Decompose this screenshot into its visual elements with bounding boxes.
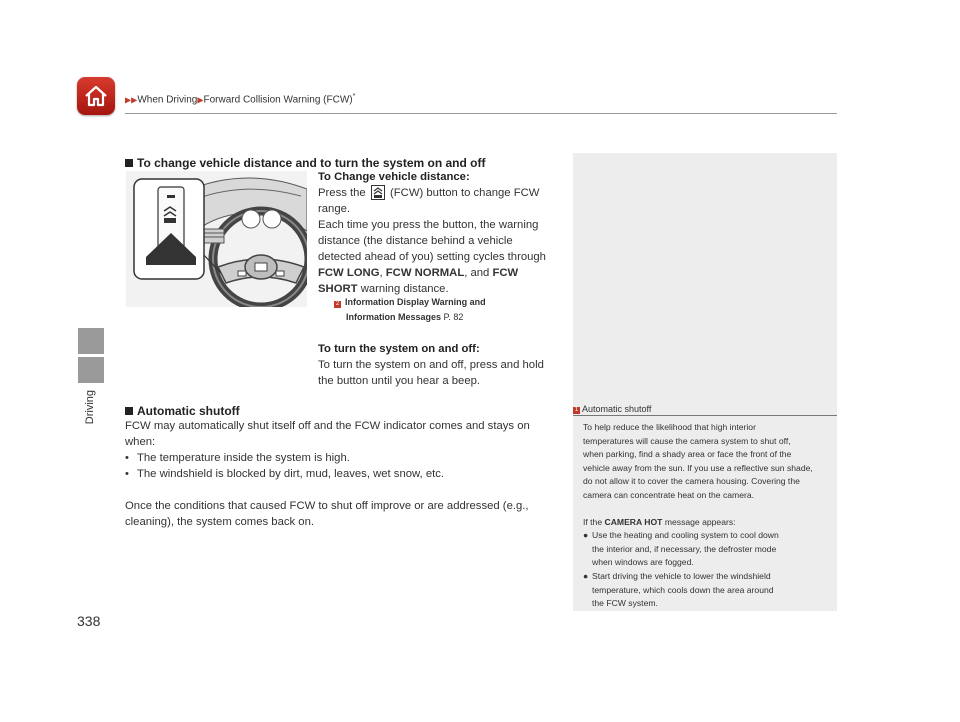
breadcrumb [125, 93, 355, 105]
list-item: ● Use the heating and cooling system to cool down the interior and, if necessary, the defroster mode when windows are fogged. [583, 530, 779, 568]
automatic-shutoff-body: FCW may automatically shut itself off and the FCW indicator comes and stays on when: • The temperature inside the system is high. • The windshield is blocked by dirt, mud, leaves, wet snow, etc. Once the conditions that caused FCW to shut off improve or are addressed (e.g., cleaning), the system comes back on. [125, 418, 565, 530]
option-fcw-short: FCW [492, 267, 519, 279]
change-distance-instructions: Press the (FCW) button to change FCW range. Each time you press the button, the warning distance (the distance behind a vehicle detected ahead of you) setting cycles through FCW LONG, FCW NORMAL, and FCW SHORT warning distance. [318, 187, 546, 295]
square-bullet-icon [125, 159, 133, 167]
steering-wheel-illustration [126, 171, 307, 307]
breadcrumb-superscript: * [352, 93, 356, 100]
subheading-turn-on-off: To turn the system on and off: [318, 343, 480, 355]
list-item: ● Start driving the vehicle to lower the windshield temperature, which cools down the area around the FCW system. [583, 570, 774, 609]
list-item: • The temperature inside the system is high. [125, 452, 350, 464]
square-bullet-icon [125, 407, 133, 415]
note-divider [573, 415, 837, 416]
option-fcw-normal: FCW NORMAL [385, 267, 465, 279]
steering-wheel-image [126, 171, 307, 307]
breadcrumb-arrow-icon: ▶ [197, 95, 204, 105]
turn-on-off-instructions: To turn the system on and off, press and hold the button until you hear a beep. [318, 359, 544, 387]
note-badge-icon: 1 [574, 407, 579, 413]
breadcrumb-item-when-driving[interactable]: When Driving [137, 94, 198, 106]
list-item: • The windshield is blocked by dirt, mud, leaves, wet snow, etc. [125, 468, 445, 480]
camera-hot-message: CAMERA HOT [604, 516, 663, 527]
fcw-button-icon [371, 185, 385, 200]
section-title-change-distance: To change vehicle distance and to turn the system on and off [125, 156, 486, 170]
option-fcw-long: FCW LONG [318, 267, 380, 279]
page-number: 338 [77, 613, 101, 629]
side-tab-block [78, 357, 104, 383]
home-icon [83, 83, 109, 109]
home-button[interactable] [77, 77, 115, 115]
note-title: 1 Automatic shutoff [574, 404, 652, 414]
note-body: To help reduce the likelihood that high interior temperatures will cause the camera system to shut off, when parking, find a shady area or face the front of the vehicle away from the sun. If you use a reflective sun shade, do not allow it to cover the camera housing. Covering the camera can concentrate heat on the camera. If the CAMERA HOT message appears: ● Use the heating and cooling system to cool down the interior and, if necessary, the defroster mode when windows are fogged. ● Start driving the vehicle to lower the windshield temperature, which cools down the area around the FCW system. [583, 421, 831, 611]
breadcrumb-item-fcw[interactable]: Forward Collision Warning (FCW) [203, 94, 353, 106]
side-tab-block [78, 328, 104, 354]
breadcrumb-arrow-icon: ▶▶ [125, 95, 138, 105]
section-title-automatic-shutoff: Automatic shutoff [125, 404, 240, 418]
cross-reference-link[interactable]: 2 Information Display Warning and Information Messages P. 82 [335, 297, 486, 322]
header-divider [125, 113, 837, 114]
chapter-tab-label[interactable]: Driving [84, 390, 96, 425]
arrow-reference-icon: 2 [335, 301, 340, 307]
subheading-change-distance: To Change vehicle distance: [318, 171, 470, 183]
